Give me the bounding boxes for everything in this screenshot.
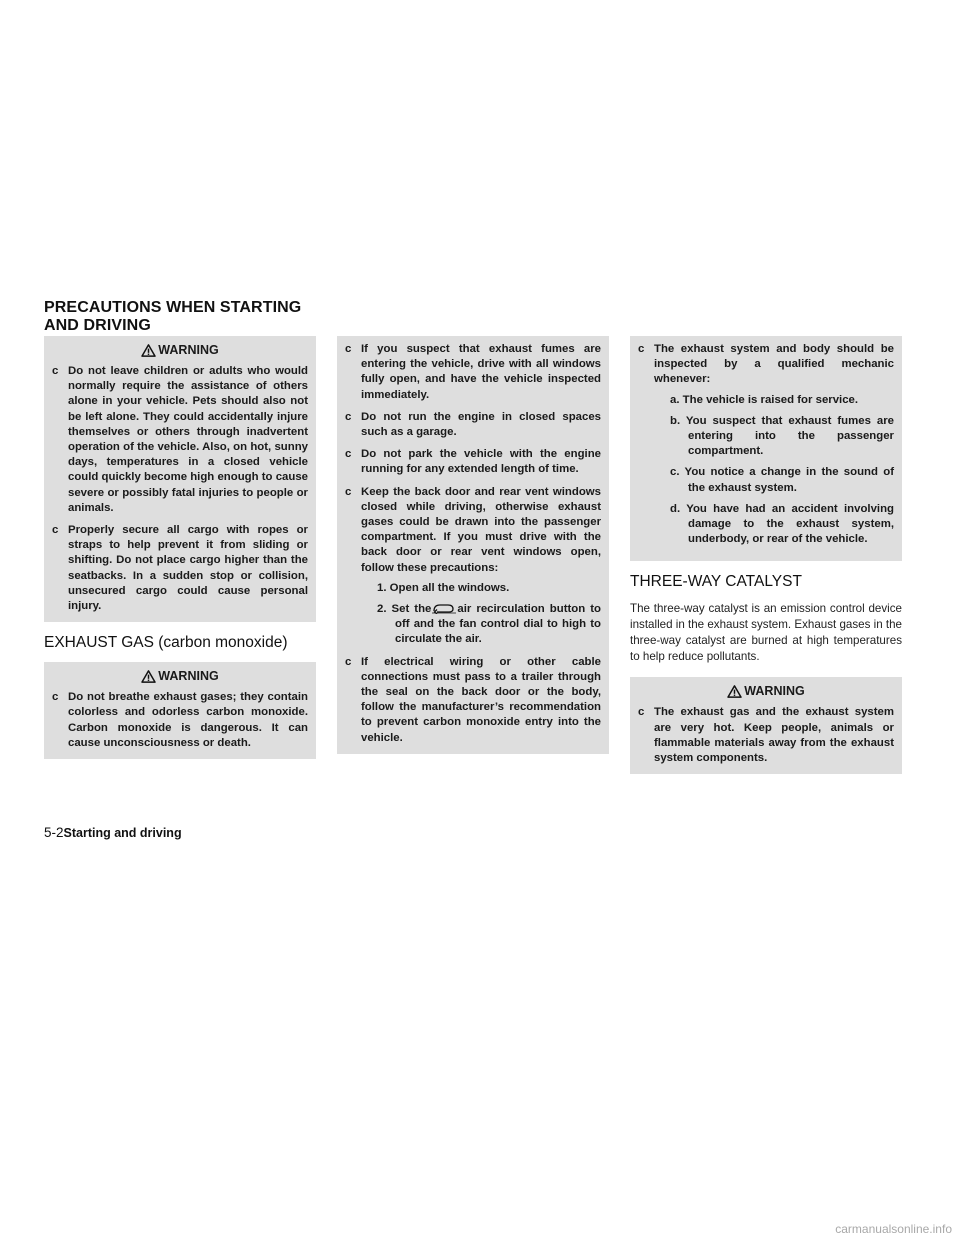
bullet: c <box>345 448 352 461</box>
column-1 <box>44 336 316 759</box>
warning-box <box>44 336 316 622</box>
warning-header <box>52 668 308 684</box>
warning-box <box>44 662 316 759</box>
warning-item <box>345 410 601 440</box>
step-item: 1. Open all the windows. <box>377 581 510 594</box>
warning-item <box>52 364 308 516</box>
warning-item <box>345 342 601 403</box>
sub-item: d. You have had an accident involving damage to the exhaust system, underbody, or rear of the vehicle. <box>670 502 894 546</box>
section-title-line2: AND DRIVING <box>44 317 151 334</box>
warning-item-text: Do not park the vehicle with the engine running for any extended length of time. <box>361 448 601 476</box>
column-2 <box>337 336 609 754</box>
warning-triangle-icon <box>141 344 156 357</box>
warning-item-text: The exhaust gas and the exhaust system are very hot. Keep people, animals or flammable materials away from the exhaust system components. <box>654 706 894 765</box>
warning-item <box>52 523 308 614</box>
warning-item-text: The exhaust system and body should be inspected by a qualified mechanic whenever: <box>654 343 894 386</box>
column-3 <box>630 336 902 774</box>
bullet: c <box>52 365 59 377</box>
air-recirculation-icon <box>431 602 457 614</box>
bullet: c <box>345 655 352 668</box>
warning-item <box>345 447 601 477</box>
bullet: c <box>638 343 645 355</box>
sub-item: a. The vehicle is raised for service. <box>670 393 859 406</box>
warning-item-text: Properly secure all cargo with ropes or straps to help prevent it from sliding or shifting. Do not place cargo higher than the seatbacks. In a sudden stop or collision, unsecured cargo could cause personal injury. <box>68 524 308 613</box>
warning-item-text: Do not leave children or adults who would normally require the assistance of others alone in your vehicle. Pets should also not be left alone. They could accidentally injure themselves or others through inadvertent operation of the vehicle. Also, on hot, sunny days, temperatures in a closed vehicle could quickly become high enough to cause severe or possibly fatal injuries to people or animals. <box>68 365 308 514</box>
warning-box <box>630 677 902 774</box>
warning-box-continued <box>337 336 609 754</box>
section-title-line1: PRECAUTIONS WHEN STARTING <box>44 299 302 316</box>
warning-item-text: Do not run the engine in closed spaces such as a garage. <box>361 410 601 439</box>
bullet: c <box>345 485 352 498</box>
warning-item <box>638 342 894 547</box>
bullet: c <box>345 343 352 355</box>
warning-item-text: Do not breathe exhaust gases; they contain colorless and odorless carbon monoxide. Carbon monoxide is dangerous. It can cause unconsciousness or death. <box>68 691 308 749</box>
warning-header <box>52 342 308 358</box>
three-way-catalyst-heading: THREE-WAY CATALYST <box>630 573 802 591</box>
warning-triangle-icon <box>727 685 742 698</box>
step-text: 2. Set the <box>377 603 432 616</box>
sub-item: c. You notice a change in the sound of the exhaust system. <box>670 466 894 494</box>
warning-item-text: If you suspect that exhaust fumes are entering the vehicle, drive with all windows fully open, and have the vehicle inspected immediately. <box>361 343 601 401</box>
warning-header <box>638 683 894 699</box>
catalyst-paragraph: The three-way catalyst is an emission control device installed in the exhaust system. Exhaust gases in the three-way catalyst are burned at high temperatures to help reduce pollutants. <box>630 602 902 664</box>
warning-item <box>52 690 308 751</box>
watermark: carmanualsonline.info <box>835 1222 952 1236</box>
page-number: 5-2 <box>44 825 64 840</box>
step-text-rest: air recirculation button to off and the fan control dial to high to circulate the air. <box>395 603 602 646</box>
warning-label: WARNING <box>744 684 805 699</box>
warning-item <box>345 655 601 746</box>
warning-label: WARNING <box>158 343 219 357</box>
bullet: c <box>52 524 59 537</box>
warning-item-text: If electrical wiring or other cable connections must pass to a trailer through the seal on the back door or the body, follow the manufacturer’s recommendation to prevent carbon monoxide entry into the vehicle. <box>361 655 601 744</box>
footer-section: Starting and driving <box>63 826 182 840</box>
bullet: c <box>345 410 352 423</box>
warning-box-continued <box>630 336 902 561</box>
step-item <box>361 602 601 648</box>
section-title <box>44 299 464 335</box>
bullet: c <box>638 706 645 719</box>
warning-item-text: Keep the back door and rear vent windows closed while driving, otherwise exhaust gases could be drawn into the passenger compartment. If you must drive with the back door or rear vent windows open, follow these precautions: <box>361 485 601 574</box>
sub-item: b. You suspect that exhaust fumes are entering into the passenger compartment. <box>670 414 894 458</box>
bullet: c <box>52 691 59 704</box>
warning-item <box>345 485 601 648</box>
page-footer <box>44 825 182 840</box>
warning-label: WARNING <box>158 669 219 684</box>
warning-triangle-icon <box>141 670 156 683</box>
exhaust-gas-heading: EXHAUST GAS (carbon monoxide) <box>44 634 288 652</box>
warning-item <box>638 705 894 766</box>
